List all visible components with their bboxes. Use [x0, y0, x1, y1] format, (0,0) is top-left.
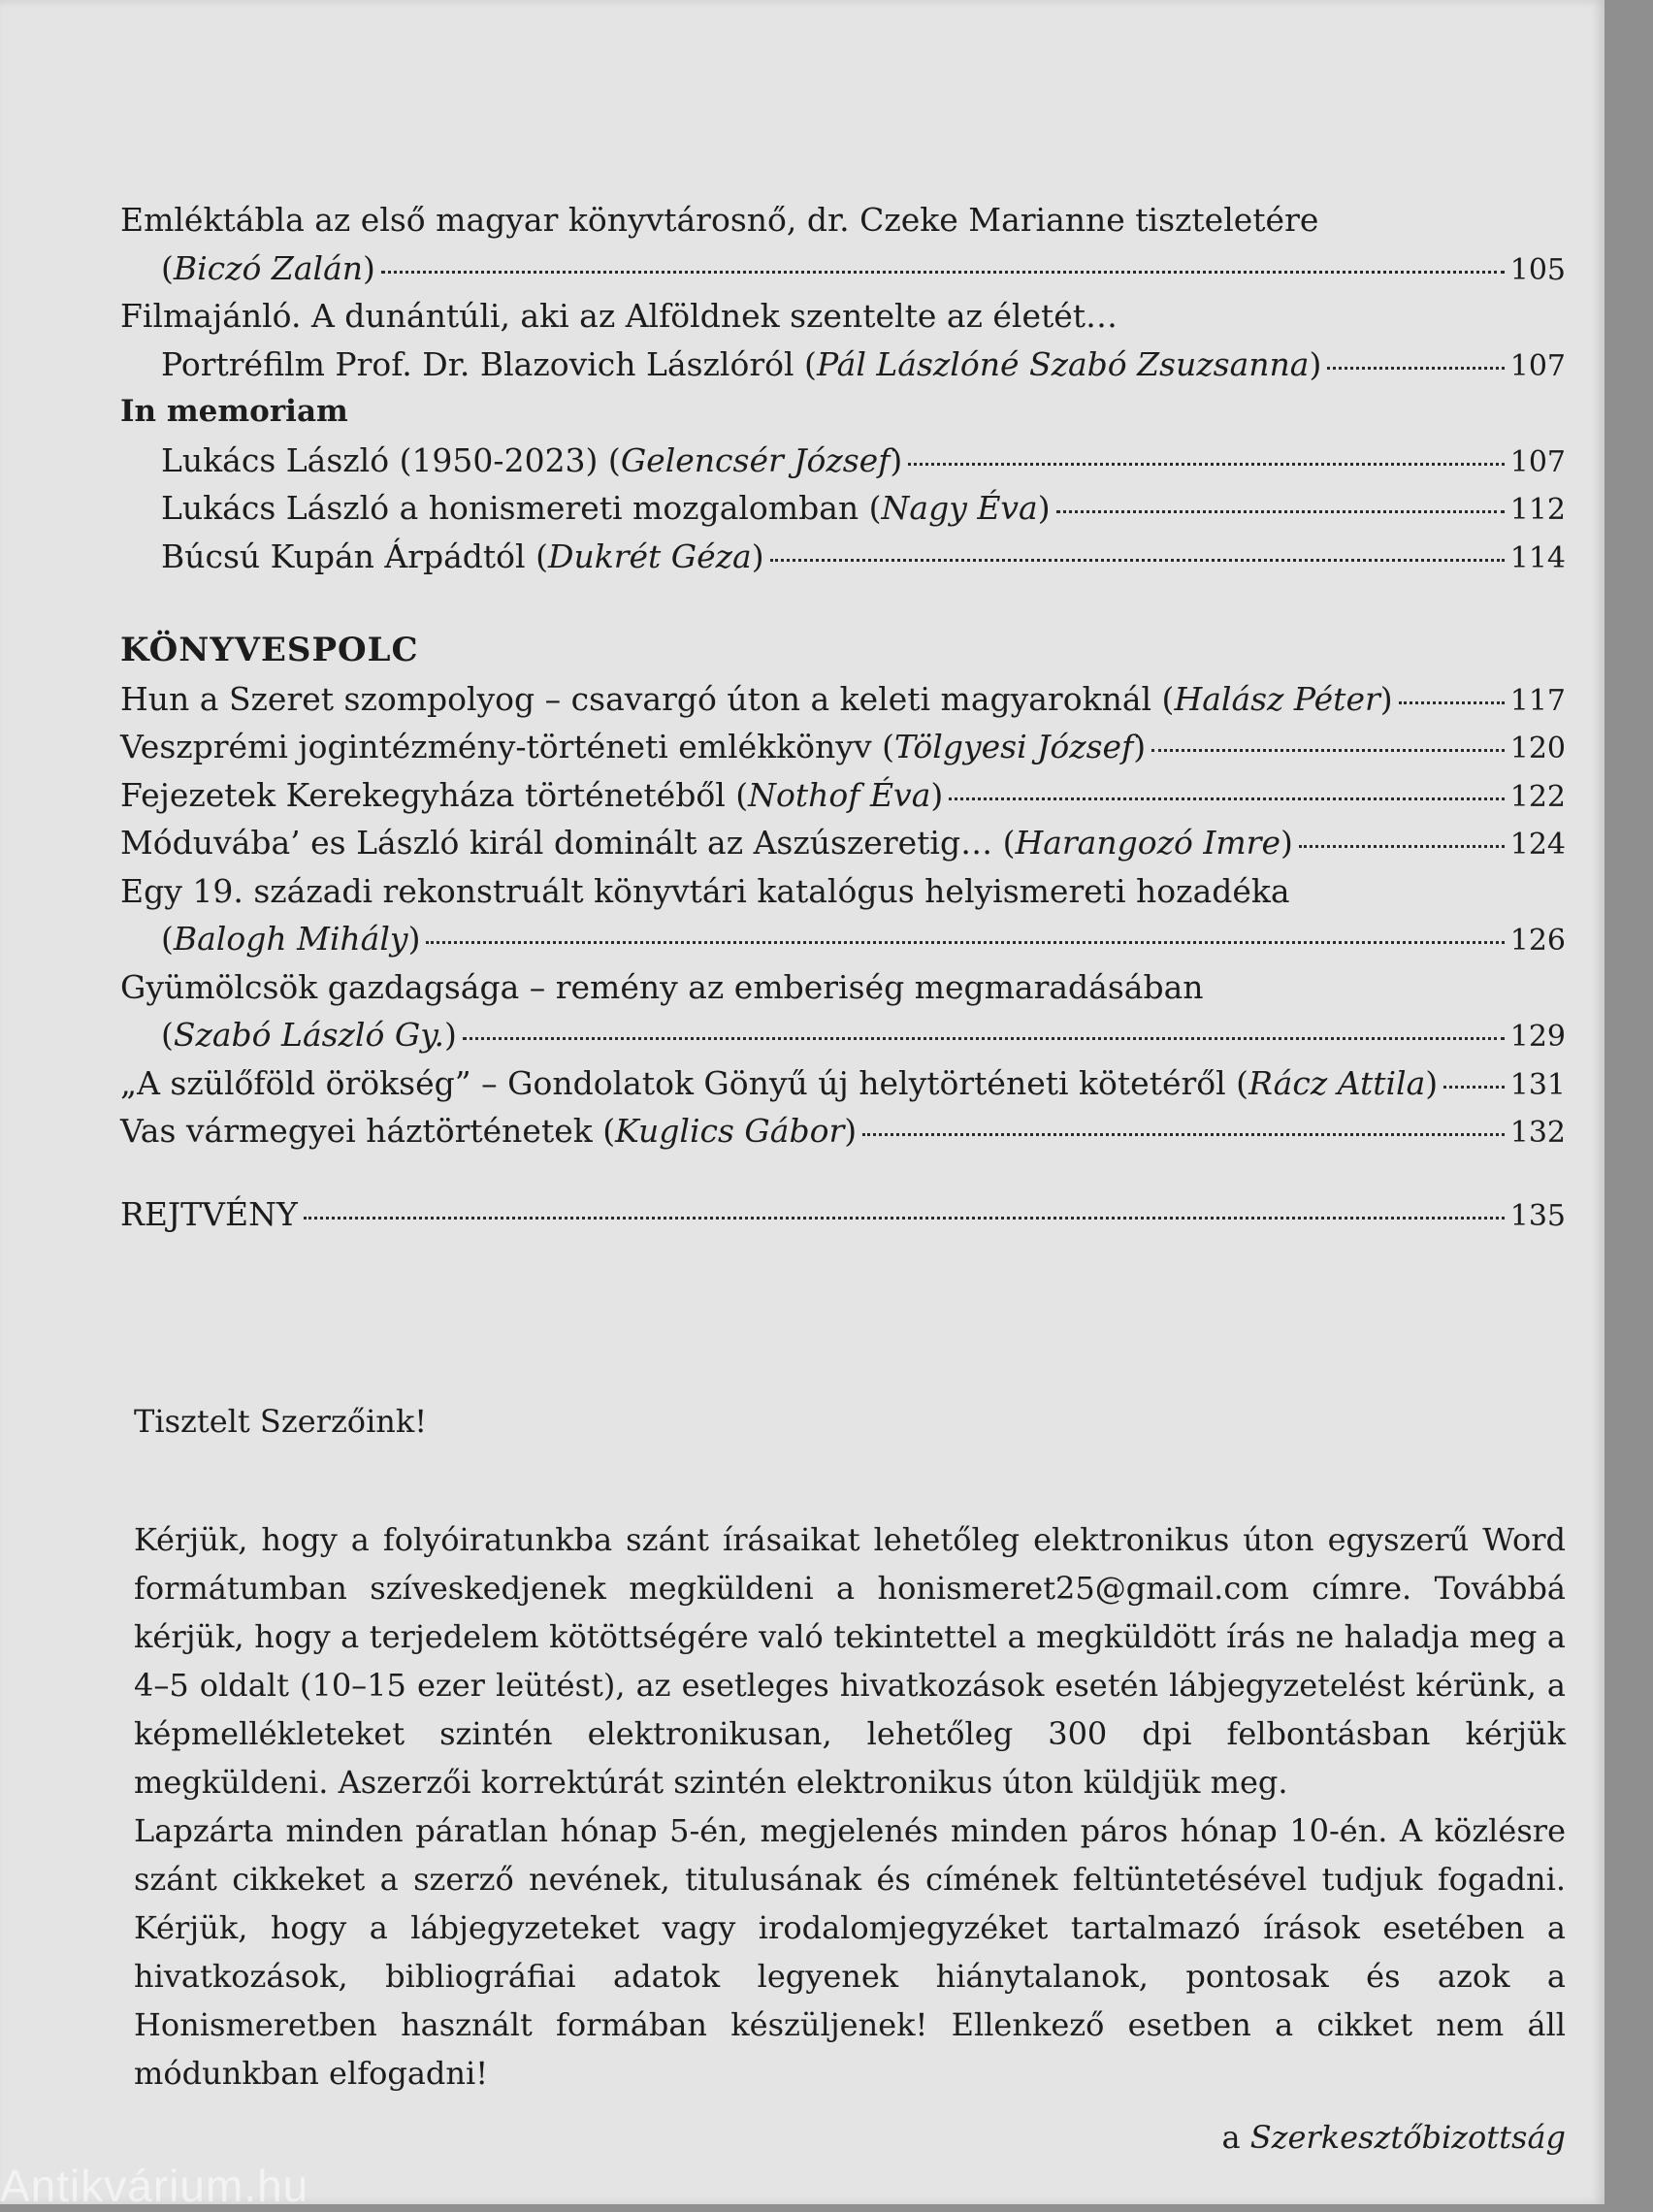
toc-author: Nothof Éva [748, 775, 931, 814]
notice-greeting: Tisztelt Szerzőink! [134, 1403, 428, 1440]
toc-entry-title: Egy 19. századi rekonstruált könyvtári katalógus helyismereti hozadéka [120, 871, 1290, 910]
toc-page-number: 107 [1509, 348, 1566, 383]
toc-author: Halász Péter [1174, 679, 1380, 718]
toc-entry[interactable]: Veszprémi jogintézmény-történeti emlékkönyv (Tölgyesi József) 120 [120, 723, 1566, 771]
toc-page-number: 122 [1509, 779, 1566, 814]
toc-page-number: 126 [1509, 924, 1566, 958]
toc-entry[interactable]: Búcsú Kupán Árpádtól (Dukrét Géza) 114 [120, 533, 1566, 581]
toc-page-number: 117 [1509, 683, 1566, 718]
leader-dots [426, 941, 1504, 944]
leader-dots [908, 463, 1504, 466]
toc-entry[interactable]: „A szülőföld örökség” – Gondolatok Gönyű új helytörténeti kötetéről (Rácz Attila) 131 [120, 1059, 1566, 1108]
toc-author: Tölgyesi József [893, 728, 1134, 765]
toc-author: Harangozó Imre [1015, 824, 1280, 862]
watermark: Antikvárium.hu [0, 2161, 309, 2211]
leader-dots [949, 797, 1504, 800]
toc-entry[interactable]: Portréfilm Prof. Dr. Blazovich Lászlóról (Pál Lászlóné Szabó Zsuzsanna) 107 [120, 341, 1566, 389]
toc-entry[interactable]: Lukács László a honismereti mozgalomban (Nagy Éva) 112 [120, 484, 1566, 533]
leader-dots [304, 1217, 1505, 1220]
toc-author: Rácz Attila [1248, 1063, 1426, 1102]
toc-page-number: 114 [1509, 540, 1566, 575]
toc-entry-title: Emléktábla az első magyar könyvtárosnő, dr. Czeke Marianne tiszteletére [120, 201, 1319, 239]
notice-signature: a Szerkesztőbizottság [1221, 2119, 1566, 2156]
toc-entry[interactable]: (Szabó László Gy.) 129 [120, 1011, 1566, 1059]
toc-entry[interactable]: (Balogh Mihály) 126 [120, 915, 1566, 963]
table-of-contents [120, 196, 1566, 1238]
toc-page-number: 131 [1509, 1067, 1566, 1102]
leader-dots [1443, 1086, 1505, 1089]
leader-dots [1056, 510, 1505, 513]
toc-entry-rejtveny[interactable]: REJTVÉNY 135 [120, 1190, 1566, 1239]
notice-paragraph: Lapzárta minden páratlan hónap 5-én, megjelenés minden páros hónap 10-én. A közlésre szánt cikkeket a szerző nevének, titulusának és címének feltüntetésével tudjuk fogadni. Kérjük, hogy a lábjegyzeteket vagy irodalomjegyzéket tartalmazó írások esetében a hivatkozások, bibliográfiai adatok legyenek hiánytalanok, pontosak és azok a Honismeretben használt formában készüljenek! Ellenkező esetben a cikket nem áll módunkban elfogadni! [134, 1812, 1566, 2092]
leader-dots [1327, 367, 1504, 370]
toc-entry[interactable]: Móduvába’ es László királ dominált az Aszúszeretig… (Harangozó Imre) 124 [120, 819, 1566, 867]
toc-entry[interactable]: Vas vármegyei háztörténetek (Kuglics Gábor) 132 [120, 1107, 1566, 1155]
toc-author: Kuglics Gábor [615, 1112, 845, 1150]
toc-entry[interactable]: (Biczó Zalán) 105 [120, 244, 1566, 293]
toc-page-number: 124 [1509, 828, 1566, 862]
authors-notice [134, 1397, 1566, 2162]
notice-paragraph: Kérjük, hogy a folyóiratunkba szánt írásaikat lehetőleg elektronikus úton egyszerű Word formátumban szíveskedjenek megküldeni a honismeret25@gmail.com címre. Továbbá kérjük, hogy a terjedelem kötöttségére való tekintettel a megküldött írás ne haladja meg a 4–5 oldalt (10–15 ezer leütést), az esetleges hivatkozások esetén lábjegyzetelést kérünk, a képmellékleteket szintén elektronikusan, lehetőleg 300 dpi felbontásban kérjük megküldeni. Aszerzői korrektúrát szintén elektronikus úton küldjük meg. [134, 1521, 1566, 1801]
toc-page-number: 120 [1509, 732, 1566, 765]
toc-author: Nagy Éva [881, 489, 1038, 527]
toc-entry[interactable]: Fejezetek Kerekegyháza történetéből (Nothof Éva) 122 [120, 771, 1566, 820]
toc-entry[interactable]: Hun a Szeret szompolyog – csavargó úton a keleti magyaroknál (Halász Péter) 117 [120, 675, 1566, 724]
toc-page-number: 135 [1509, 1198, 1566, 1233]
toc-page-number: 105 [1509, 252, 1566, 287]
toc-entry-title: Filmajánló. A dunántúli, aki az Alföldnek szentelte az életét… [120, 297, 1118, 335]
toc-page-number: 129 [1509, 1020, 1566, 1054]
toc-author: Balogh Mihály [173, 920, 408, 958]
toc-page-number: 107 [1509, 444, 1566, 479]
toc-author: Biczó Zalán [173, 248, 363, 287]
leader-dots [381, 271, 1505, 274]
leader-dots [862, 1133, 1505, 1136]
leader-dots [1299, 845, 1505, 848]
toc-author: Pál Lászlóné Szabó Zsuzsanna [816, 344, 1310, 383]
toc-author: Dukrét Géza [547, 537, 752, 575]
toc-entry-title: Gyümölcsök gazdagsága – remény az emberiség megmaradásában [120, 967, 1204, 1006]
toc-author: Szabó László Gy. [173, 1016, 444, 1054]
leader-dots [770, 559, 1505, 562]
leader-dots [1399, 701, 1505, 704]
toc-page-number: 112 [1509, 493, 1566, 527]
toc-page-number: 132 [1509, 1116, 1566, 1150]
toc-entry[interactable]: Lukács László (1950-2023) (Gelencsér József) 107 [120, 437, 1566, 485]
leader-dots [1151, 749, 1505, 752]
toc-author: Gelencsér József [620, 440, 891, 479]
section-heading-konyvespolc: KÖNYVESPOLC [120, 631, 419, 669]
section-heading-in-memoriam: In memoriam [120, 394, 348, 429]
leader-dots [463, 1037, 1505, 1040]
